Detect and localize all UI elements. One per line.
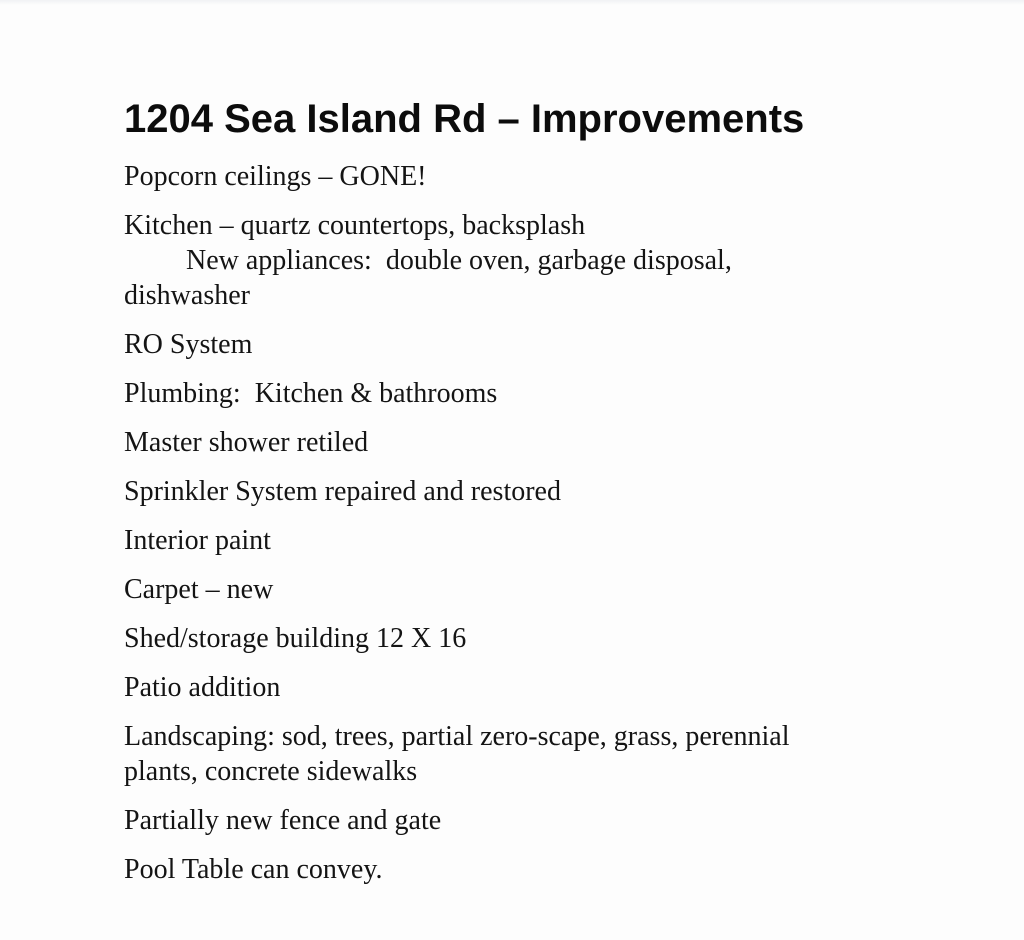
paragraph-master-shower [124, 425, 964, 460]
document-line: RO System [124, 329, 253, 360]
paragraph-patio [124, 670, 964, 705]
document-line: dishwasher [124, 280, 250, 311]
document-line: Popcorn ceilings – GONE! [124, 161, 427, 192]
document-line: Sprinkler System repaired and restored [124, 476, 561, 507]
document-title: 1204 Sea Island Rd – Improvements [124, 97, 805, 141]
paragraph-kitchen [124, 208, 964, 313]
document-line: plants, concrete sidewalks [124, 756, 418, 787]
document-line: Carpet – new [124, 574, 274, 605]
paragraph-pool-table [124, 852, 964, 887]
document-line: Pool Table can convey. [124, 854, 383, 885]
document-line: Plumbing: Kitchen & bathrooms [124, 378, 498, 409]
document-line: Kitchen – quartz countertops, backsplash [124, 210, 586, 241]
paragraph-plumbing [124, 376, 964, 411]
document-line: New appliances: double oven, garbage disposal, [186, 245, 732, 276]
document-line: Patio addition [124, 672, 281, 703]
paragraph-interior-paint [124, 523, 964, 558]
document-line: Master shower retiled [124, 427, 369, 458]
paragraph-popcorn [124, 159, 964, 194]
paragraph-fence [124, 803, 964, 838]
paragraph-sprinkler [124, 474, 964, 509]
paragraph-ro-system [124, 327, 964, 362]
paragraph-carpet [124, 572, 964, 607]
document-line: Shed/storage building 12 X 16 [124, 623, 467, 654]
document-line: Interior paint [124, 525, 271, 556]
document-line: Partially new fence and gate [124, 805, 442, 836]
paragraph-landscaping [124, 719, 964, 789]
paragraph-shed [124, 621, 964, 656]
document-line: Landscaping: sod, trees, partial zero-scape, grass, perennial [124, 721, 790, 752]
